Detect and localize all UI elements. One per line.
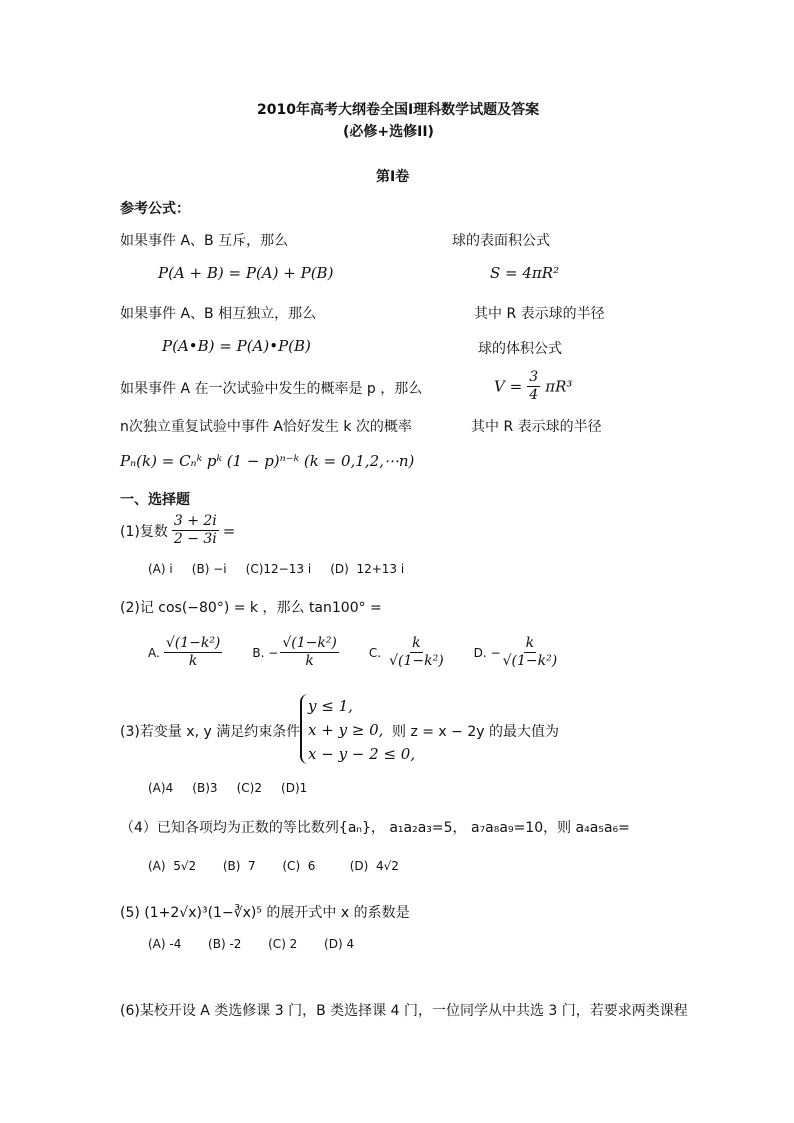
q1-num: 3 + 2i: [172, 514, 219, 531]
formula-binomial: Pₙ(k) = Cₙᵏ pᵏ (1 − p)ⁿ⁻ᵏ (k = 0,1,2,⋯n): [120, 452, 415, 470]
q2-opt-c-label: C.: [368, 645, 382, 660]
reference-row-3-right: 其中 R 表示球的半径: [474, 306, 605, 322]
q5-options: (A) -4 (B) -2 (C) 2 (D) 4: [148, 937, 355, 951]
q2-opt-d-den: √(1−k²): [502, 653, 558, 670]
question-2: (2)记 cos(−80°) = k ，那么 tan100° =: [120, 600, 382, 616]
q2-options: [148, 636, 557, 670]
q2-opt-b-num: √(1−k²): [280, 636, 339, 653]
reference-heading: 参考公式：: [120, 201, 190, 217]
document-subtitle: (必修+选修II): [343, 124, 434, 140]
question-6: (6)某校开设 A 类选修课 3 门，B 类选择课 4 门，一位同学从中共选 3 门，若要求两类课程: [120, 1003, 688, 1019]
q3-options: (A)4 (B)3 (C)2 (D)1: [148, 781, 308, 795]
volume-fraction: [527, 370, 540, 404]
formula-sphere-volume: [494, 370, 572, 404]
q1-fraction: [172, 514, 219, 548]
q3-constraint-2: x + y ≥ 0,: [308, 721, 384, 739]
formula-mutually-exclusive: P(A + B) = P(A) + P(B): [158, 264, 334, 282]
q3-constraint-1: y ≤ 1,: [308, 697, 353, 715]
q3-suffix: 则 z = x − 2y 的最大值为: [392, 724, 559, 740]
q2-opt-b-den: k: [305, 653, 314, 670]
q1-options: (A) i (B) −i (C)12−13 i (D) 12+13 i: [148, 562, 405, 576]
q1-prefix: (1)复数: [120, 523, 168, 540]
formula-independent: P(A•B) = P(A)•P(B): [162, 337, 311, 355]
q2-opt-b: [280, 636, 339, 670]
reference-row-4-right: 球的体积公式: [478, 341, 562, 357]
q3-constraint-3: x − y − 2 ≤ 0,: [308, 745, 416, 763]
volume-lhs: V =: [494, 377, 523, 396]
q2-opt-a-num: √(1−k²): [164, 636, 223, 653]
volume-den: 4: [529, 387, 539, 404]
reference-row-6-right: 其中 R 表示球的半径: [471, 419, 602, 435]
q1-suffix: =: [222, 521, 236, 540]
volume-num: 3: [527, 370, 540, 387]
reference-row-1-right: 球的表面积公式: [452, 233, 550, 249]
formula-sphere-surface: S = 4πR²: [490, 264, 560, 282]
volume-heading: 第Ⅰ卷: [376, 169, 410, 185]
q2-opt-d: [503, 636, 558, 670]
q2-opt-b-label: B. −: [252, 645, 279, 660]
q3-prefix: (3)若变量 x, y 满足约束条件: [120, 724, 301, 740]
q2-opt-a-den: k: [188, 653, 198, 670]
q2-opt-c-num: k: [410, 636, 422, 653]
reference-row-6-left: n次独立重复试验中事件 A恰好发生 k 次的概率: [120, 419, 412, 435]
question-4: （4）已知各项均为正数的等比数列{aₙ}， a₁a₂a₃=5， a₇a₈a₉=10，则 a₄a₅a₆=: [120, 820, 630, 836]
section-heading: 一、选择题: [120, 492, 190, 508]
q4-options: (A) 5√2 (B) 7 (C) 6 (D) 4√2: [148, 859, 399, 873]
q2-opt-a-label: A.: [148, 645, 160, 660]
reference-row-1-left: 如果事件 A、B 互斥，那么: [120, 233, 289, 249]
q2-opt-c-den: √(1−k²): [389, 653, 444, 670]
question-1: [120, 514, 235, 548]
q2-opt-d-num: k: [524, 636, 536, 653]
q2-opt-a: [164, 636, 223, 670]
document-title: 2010年高考大纲卷全国Ⅰ理科数学试题及答案: [257, 102, 540, 118]
question-5: (5) (1+2√x)³(1−∛x)⁵ 的展开式中 x 的系数是: [120, 905, 410, 921]
reference-row-5-left: 如果事件 A 在一次试验中发生的概率是 p ，那么: [120, 381, 423, 397]
q2-opt-d-label: D. −: [473, 645, 501, 660]
reference-row-3-left: 如果事件 A、B 相互独立，那么: [120, 306, 317, 322]
q2-opt-c: [389, 636, 444, 670]
volume-rhs: πR³: [545, 377, 573, 396]
q1-den: 2 − 3i: [173, 531, 217, 548]
